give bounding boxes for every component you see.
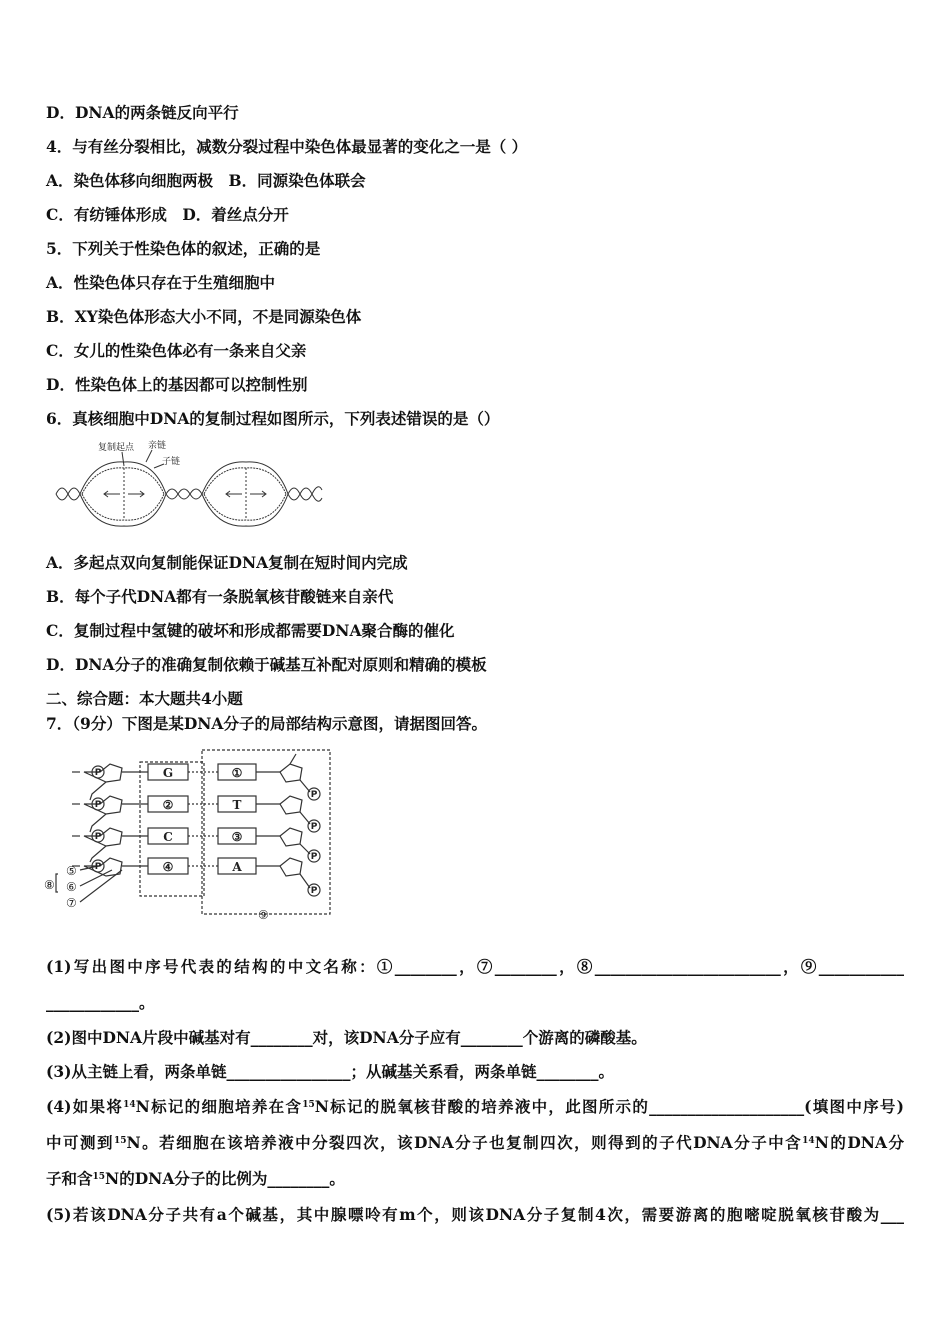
q5-option-c: C．女儿的性染色体必有一条来自父亲 [46, 341, 307, 360]
q5-option-a: A．性染色体只存在于生殖细胞中 [46, 273, 276, 292]
q7-part4-line3: 子和含$^{15}$N的DNA分子的比例为________。 [46, 1169, 345, 1188]
section-heading: 二、综合题：本大题共4小题 [46, 689, 243, 708]
label-9: ⑨ [258, 908, 269, 922]
base-right-2: T [232, 798, 242, 812]
q5-option-d: D．性染色体上的基因都可以控制性别 [46, 375, 308, 394]
q6-option-b: B．每个子代DNA都有一条脱氧核苷酸链来自亲代 [46, 587, 394, 606]
phosphate-label: P [310, 852, 318, 862]
q4-options-ab: A．染色体移向细胞两极 B．同源染色体联会 [46, 171, 366, 190]
base-left-4: ④ [162, 860, 174, 874]
base-right-3: ③ [231, 830, 243, 844]
dna-replication-figure [54, 438, 324, 528]
q6-option-d: D．DNA分子的准确复制依赖于碱基互补配对原则和精确的模板 [46, 655, 487, 674]
base-right-4: A [232, 860, 242, 874]
q7-part3: (3)从主链上看，两条单链________________；从碱基关系看，两条单链________。 [46, 1062, 614, 1081]
parent-strand-label: 亲链 [148, 441, 167, 451]
phosphate-label: P [94, 832, 102, 842]
phosphate-label: P [94, 862, 102, 872]
q7-part4-line2: 中可测到$^{15}$N。若细胞在该培养液中分裂四次，该DNA分子也复制四次，则得到的子代DNA分子中含$^{14}$N的DNA分 [46, 1133, 904, 1152]
q7-part4-line1: (4)如果将$^{14}$N标记的细胞培养在含$^{15}$N标记的脱氧核苷酸的培养液中，此图所示的____________________(填图中序号) [46, 1097, 905, 1116]
phosphate-label: P [310, 886, 318, 896]
label-6: ⑥ [66, 880, 77, 894]
phosphate-label: P [94, 800, 102, 810]
q4-stem: 4．与有丝分裂相比，减数分裂过程中染色体最显著的变化之一是（ ） [46, 137, 528, 156]
q7-part5: (5)若该DNA分子共有a个碱基，其中腺嘌呤有m个，则该DNA分子复制4次，需要游离的胞嘧啶脱氧核苷酸为___ [46, 1205, 904, 1224]
base-right-1: ① [231, 766, 243, 780]
phosphate-label: P [310, 790, 318, 800]
q6-option-c: C．复制过程中氢键的破坏和形成都需要DNA聚合酶的催化 [46, 621, 455, 640]
phosphate-label: P [94, 768, 102, 778]
q6-stem: 6．真核细胞中DNA的复制过程如图所示，下列表述错误的是（） [46, 409, 500, 428]
origin-label: 复制起点 [98, 443, 135, 453]
base-left-1: G [162, 766, 174, 780]
daughter-strand-label: 子链 [162, 457, 181, 467]
base-left-2: ② [162, 798, 174, 812]
q4-options-cd: C．有纺锤体形成 D．着丝点分开 [46, 205, 289, 224]
phosphate-label: P [310, 822, 318, 832]
q6-option-a: A．多起点双向复制能保证DNA复制在短时间内完成 [46, 553, 408, 572]
q7-stem: 7．（9分）下图是某DNA分子的局部结构示意图，请据图回答。 [46, 714, 487, 733]
label-7: ⑦ [66, 896, 77, 910]
q7-part2: (2)图中DNA片段中碱基对有________对，该DNA分子应有________个游离的磷酸基。 [46, 1028, 647, 1047]
q7-part1-line1: (1)写出图中序号代表的结构的中文名称：①________，⑦________，⑧________________________，⑨___________ [46, 957, 904, 976]
label-5: ⑤ [66, 864, 77, 878]
label-8: ⑧ [44, 878, 55, 892]
q5-stem: 5．下列关于性染色体的叙述，正确的是 [46, 239, 321, 258]
dna-structure-figure [44, 744, 334, 924]
q5-option-b: B．XY染色体形态大小不同，不是同源染色体 [46, 307, 362, 326]
q7-part1-line2: ____________。 [46, 993, 155, 1012]
base-left-3: C [163, 830, 173, 844]
q3-option-d: D．DNA的两条链反向平行 [46, 103, 239, 122]
